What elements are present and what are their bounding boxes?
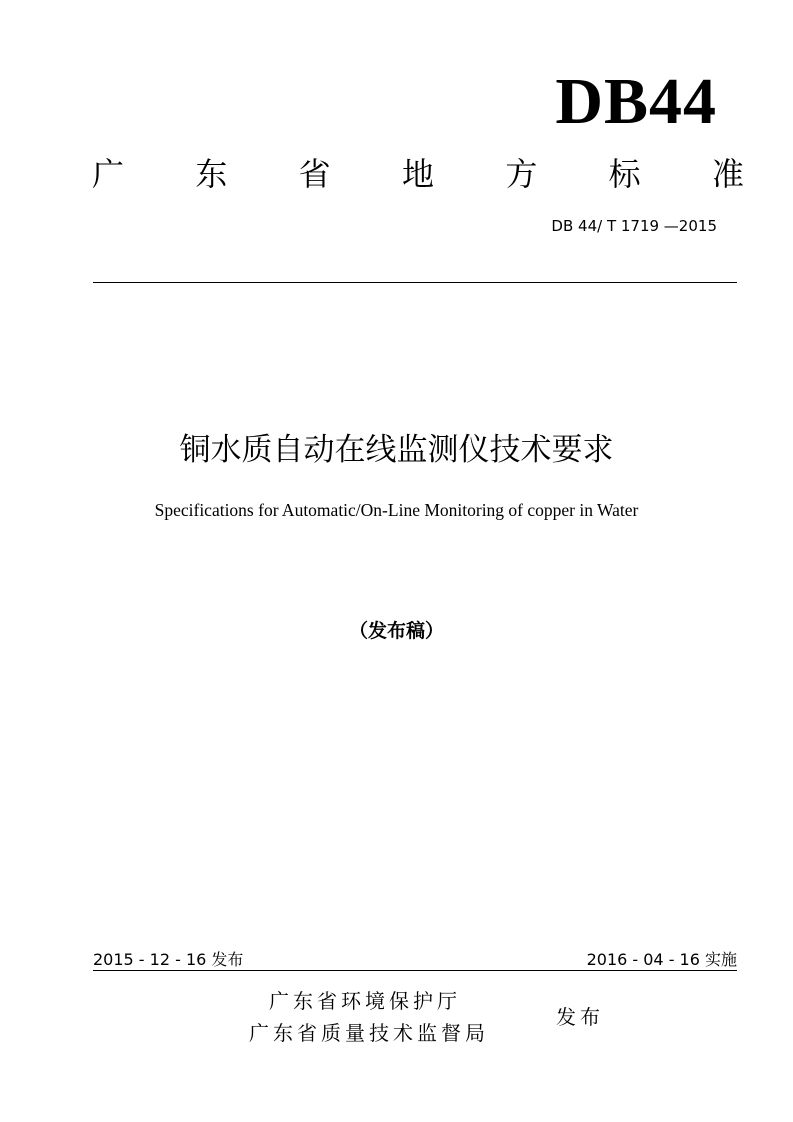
standard-type-heading <box>92 150 744 198</box>
bottom-divider <box>93 970 737 971</box>
standard-type-char: 东 <box>195 155 228 193</box>
document-title-english: Specifications for Automatic/On-Line Monitoring of copper in Water <box>154 500 639 520</box>
issuer-environment-department: 广东省环境保护厅 <box>269 989 461 1013</box>
standard-number: DB 44/ T 1719 —2015 <box>551 217 717 235</box>
issue-word: 发布 <box>556 1005 604 1029</box>
standard-type-char: 标 <box>608 155 641 193</box>
top-divider <box>93 282 737 283</box>
document-title-chinese: 铜水质自动在线监测仪技术要求 <box>179 432 614 468</box>
standard-code: DB44 <box>555 65 717 138</box>
draft-label: （发布稿） <box>348 620 444 642</box>
standard-type-char: 方 <box>505 155 538 193</box>
issuer-quality-bureau: 广东省质量技术监督局 <box>249 1021 489 1045</box>
standard-type-char: 广 <box>92 155 125 193</box>
publish-date: 2015 - 12 - 16 发布 <box>93 950 244 969</box>
standard-type-char: 省 <box>298 155 331 193</box>
implement-date: 2016 - 04 - 16 实施 <box>586 950 737 969</box>
standard-type-char: 准 <box>711 155 744 193</box>
standard-type-char: 地 <box>401 155 434 193</box>
